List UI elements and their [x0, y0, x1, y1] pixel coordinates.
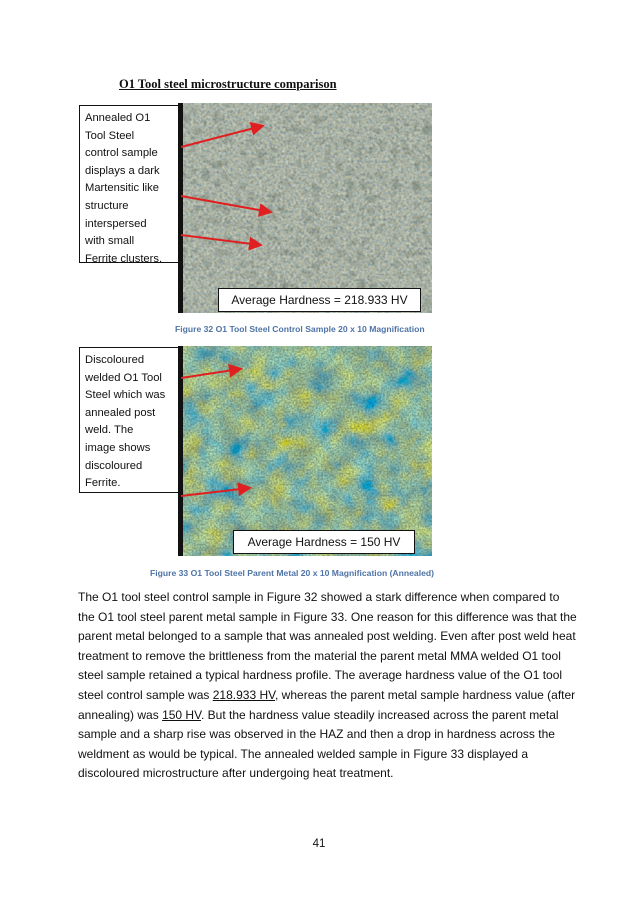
figure-32-caption: Figure 32 O1 Tool Steel Control Sample 20 x 10 Magnification — [175, 324, 425, 334]
callout-line: Tool Steel — [85, 129, 135, 142]
callout-line: welded O1 Tool — [85, 371, 162, 384]
body-text: . But the hardness value steadily increased across the parent metal — [201, 707, 559, 722]
body-line: treatment to remove the brittleness from the material the parent metal MMA welded O1 tool — [78, 648, 561, 663]
body-line: parent metal belonged to a sample that was annealed post welding. Even after post weld heat — [78, 629, 576, 644]
figure-32-hardness-label: Average Hardness = 218.933 HV — [218, 288, 421, 312]
body-line: weldment as would be typical. The annealed welded sample in Figure 33 displayed a — [78, 746, 529, 761]
callout-line: image shows — [85, 441, 151, 454]
callout-line: Ferrite. — [85, 477, 121, 490]
callout-line: control sample — [85, 147, 158, 160]
body-line — [78, 686, 576, 706]
figure-33-callout — [79, 347, 179, 493]
body-paragraph — [78, 588, 577, 784]
callout-line: interspersed — [85, 217, 147, 230]
section-heading: O1 Tool steel microstructure comparison — [119, 77, 337, 91]
body-line — [78, 706, 568, 726]
body-line: discoloured microstructure after undergoing heat treatment. — [78, 766, 394, 781]
body-line: the O1 tool steel parent metal sample in Figure 33. One reason for this difference was that the — [78, 609, 577, 624]
parent-hardness-value: 150 HV — [162, 707, 201, 722]
callout-line: discoloured — [85, 459, 143, 472]
callout-line: Steel which was — [85, 389, 166, 402]
figure-33-caption: Figure 33 O1 Tool Steel Parent Metal 20 x 10 Magnification (Annealed) — [150, 568, 434, 578]
callout-line: Ferrite clusters. — [85, 252, 163, 265]
callout-line: annealed post — [85, 406, 156, 419]
control-hardness-value: 218.933 HV — [212, 687, 276, 702]
callout-line: displays a dark — [85, 164, 160, 177]
figure-32-callout — [79, 105, 179, 263]
body-text: , whereas the parent metal sample hardness value (after — [275, 687, 576, 702]
figure-32-micrograph — [178, 103, 432, 313]
callout-line: Discoloured — [85, 354, 145, 366]
body-text: annealing) was — [78, 707, 163, 722]
page-number: 41 — [312, 838, 326, 850]
body-text: steel control sample was — [78, 687, 213, 702]
callout-line: structure — [85, 199, 129, 212]
figure-33-micrograph — [178, 346, 432, 556]
body-line: sample and a sharp rise was observed in the HAZ and then a drop in hardness across the — [78, 727, 555, 742]
body-line: steel sample retained a typical hardness profile. The average hardness value of the O1 tool — [78, 668, 563, 683]
body-line: The O1 tool steel control sample in Figure 32 showed a stark difference when compared to — [78, 590, 560, 604]
callout-line: weld. The — [85, 424, 134, 437]
callout-line: Martensitic like — [85, 182, 159, 195]
figure-33-hardness-label: Average Hardness = 150 HV — [233, 530, 415, 554]
callout-line: Annealed O1 — [85, 112, 151, 124]
callout-line: with small — [85, 235, 135, 248]
